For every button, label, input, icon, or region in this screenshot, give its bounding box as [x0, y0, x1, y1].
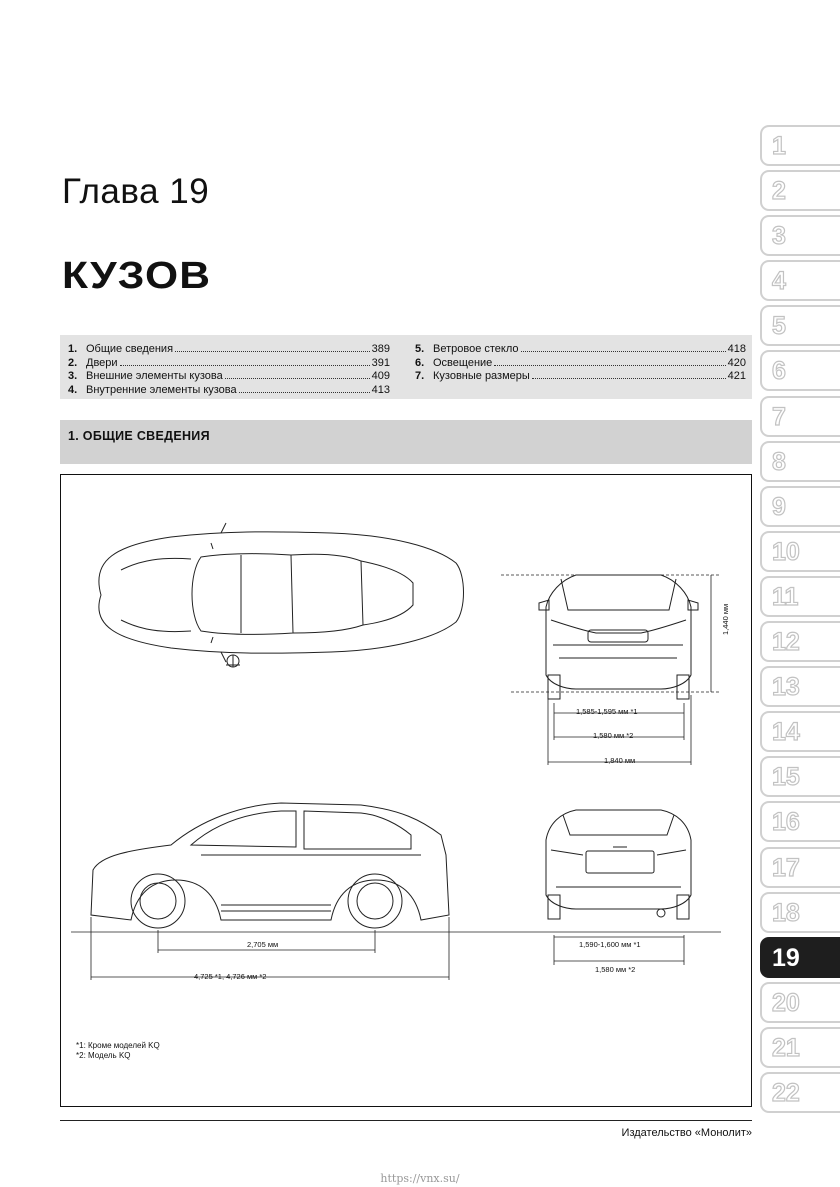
car-top-view: [99, 523, 464, 667]
toc-text: Освещение: [433, 356, 493, 369]
dimension-lines: [71, 575, 721, 980]
chapter-tab-1[interactable]: 1: [760, 125, 840, 166]
dim-length: 4,725 *1, 4,726 мм *2: [194, 972, 267, 981]
chapter-tab-6[interactable]: 6: [760, 350, 840, 391]
toc-item[interactable]: [68, 384, 390, 398]
dim-rear-track-1: 1,590-1,600 мм *1: [579, 940, 641, 949]
toc-item[interactable]: [415, 357, 746, 371]
publisher-name: Издательство «Монолит»: [621, 1127, 752, 1139]
chapter-tab-4[interactable]: 4: [760, 260, 840, 301]
table-of-contents: [60, 335, 752, 399]
toc-number: 1.: [68, 343, 78, 355]
toc-text: Ветровое стекло: [433, 343, 519, 355]
dim-height: 1,440 мм: [721, 603, 730, 635]
dim-front-track-1: 1,585-1,595 мм *1: [576, 707, 638, 716]
car-front-view: [539, 575, 698, 699]
chapter-tab-18[interactable]: 18: [760, 892, 840, 933]
car-side-view: [91, 803, 449, 928]
toc-page: 413: [371, 383, 390, 396]
footer-url[interactable]: https://vnx.su/: [380, 1172, 460, 1185]
dim-width: 1,840 мм: [604, 756, 636, 765]
toc-number: 4.: [68, 383, 78, 396]
toc-item[interactable]: [415, 343, 746, 357]
chapter-tab-20[interactable]: 20: [760, 982, 840, 1023]
toc-page: 409: [371, 370, 390, 382]
chapter-tab-2[interactable]: 2: [760, 170, 840, 211]
toc-item[interactable]: [68, 343, 390, 357]
chapter-tab-21[interactable]: 21: [760, 1027, 840, 1068]
toc-text: Общие сведения: [86, 343, 174, 355]
section-title: КУЗОВ: [62, 255, 212, 297]
toc-number: 5.: [415, 343, 425, 355]
toc-number: 3.: [68, 370, 78, 382]
toc-number: 2.: [68, 356, 78, 369]
footer-divider: [60, 1120, 752, 1121]
toc-item[interactable]: [68, 370, 390, 384]
footnote-2: *2: Модель KQ: [76, 1051, 131, 1060]
chapter-tab-19[interactable]: 19: [760, 937, 840, 978]
chapter-tabs: [760, 125, 840, 1117]
toc-text: Кузовные размеры: [433, 370, 530, 382]
chapter-tab-14[interactable]: 14: [760, 711, 840, 752]
toc-column-right: [415, 343, 746, 384]
toc-column-left: [68, 343, 390, 397]
toc-text: Двери: [86, 356, 118, 369]
chapter-tab-10[interactable]: 10: [760, 531, 840, 572]
chapter-tab-8[interactable]: 8: [760, 441, 840, 482]
chapter-tab-5[interactable]: 5: [760, 305, 840, 346]
toc-page: 420: [727, 356, 746, 369]
chapter-tab-17[interactable]: 17: [760, 847, 840, 888]
toc-item[interactable]: [415, 370, 746, 384]
toc-text: Внутренние элементы кузова: [86, 383, 237, 396]
toc-page: 418: [727, 343, 746, 355]
dimensions-figure: [60, 474, 752, 1107]
chapter-title: Глава 19: [62, 172, 210, 211]
toc-number: 7.: [415, 370, 425, 382]
chapter-tab-13[interactable]: 13: [760, 666, 840, 707]
chapter-tab-11[interactable]: 11: [760, 576, 840, 617]
toc-page: 389: [371, 343, 390, 355]
car-drawings: [61, 475, 753, 1108]
toc-page: 421: [727, 370, 746, 382]
subheading-bar: [60, 420, 752, 464]
chapter-tab-16[interactable]: 16: [760, 801, 840, 842]
chapter-tab-3[interactable]: 3: [760, 215, 840, 256]
toc-page: 391: [371, 356, 390, 369]
toc-number: 6.: [415, 356, 425, 369]
dim-front-track-2: 1,580 мм *2: [593, 731, 634, 740]
dim-wheelbase: 2,705 мм: [247, 940, 279, 949]
chapter-tab-22[interactable]: 22: [760, 1072, 840, 1113]
chapter-tab-15[interactable]: 15: [760, 756, 840, 797]
dim-rear-track-2: 1,580 мм *2: [595, 965, 636, 974]
subheading-text: 1. ОБЩИЕ СВЕДЕНИЯ: [68, 429, 210, 443]
toc-item[interactable]: [68, 357, 390, 371]
chapter-tab-9[interactable]: 9: [760, 486, 840, 527]
chapter-tab-12[interactable]: 12: [760, 621, 840, 662]
chapter-tab-7[interactable]: 7: [760, 396, 840, 437]
toc-text: Внешние элементы кузова: [86, 370, 223, 382]
car-rear-view: [546, 810, 691, 919]
footnote-1: *1: Кроме моделей KQ: [76, 1041, 160, 1050]
